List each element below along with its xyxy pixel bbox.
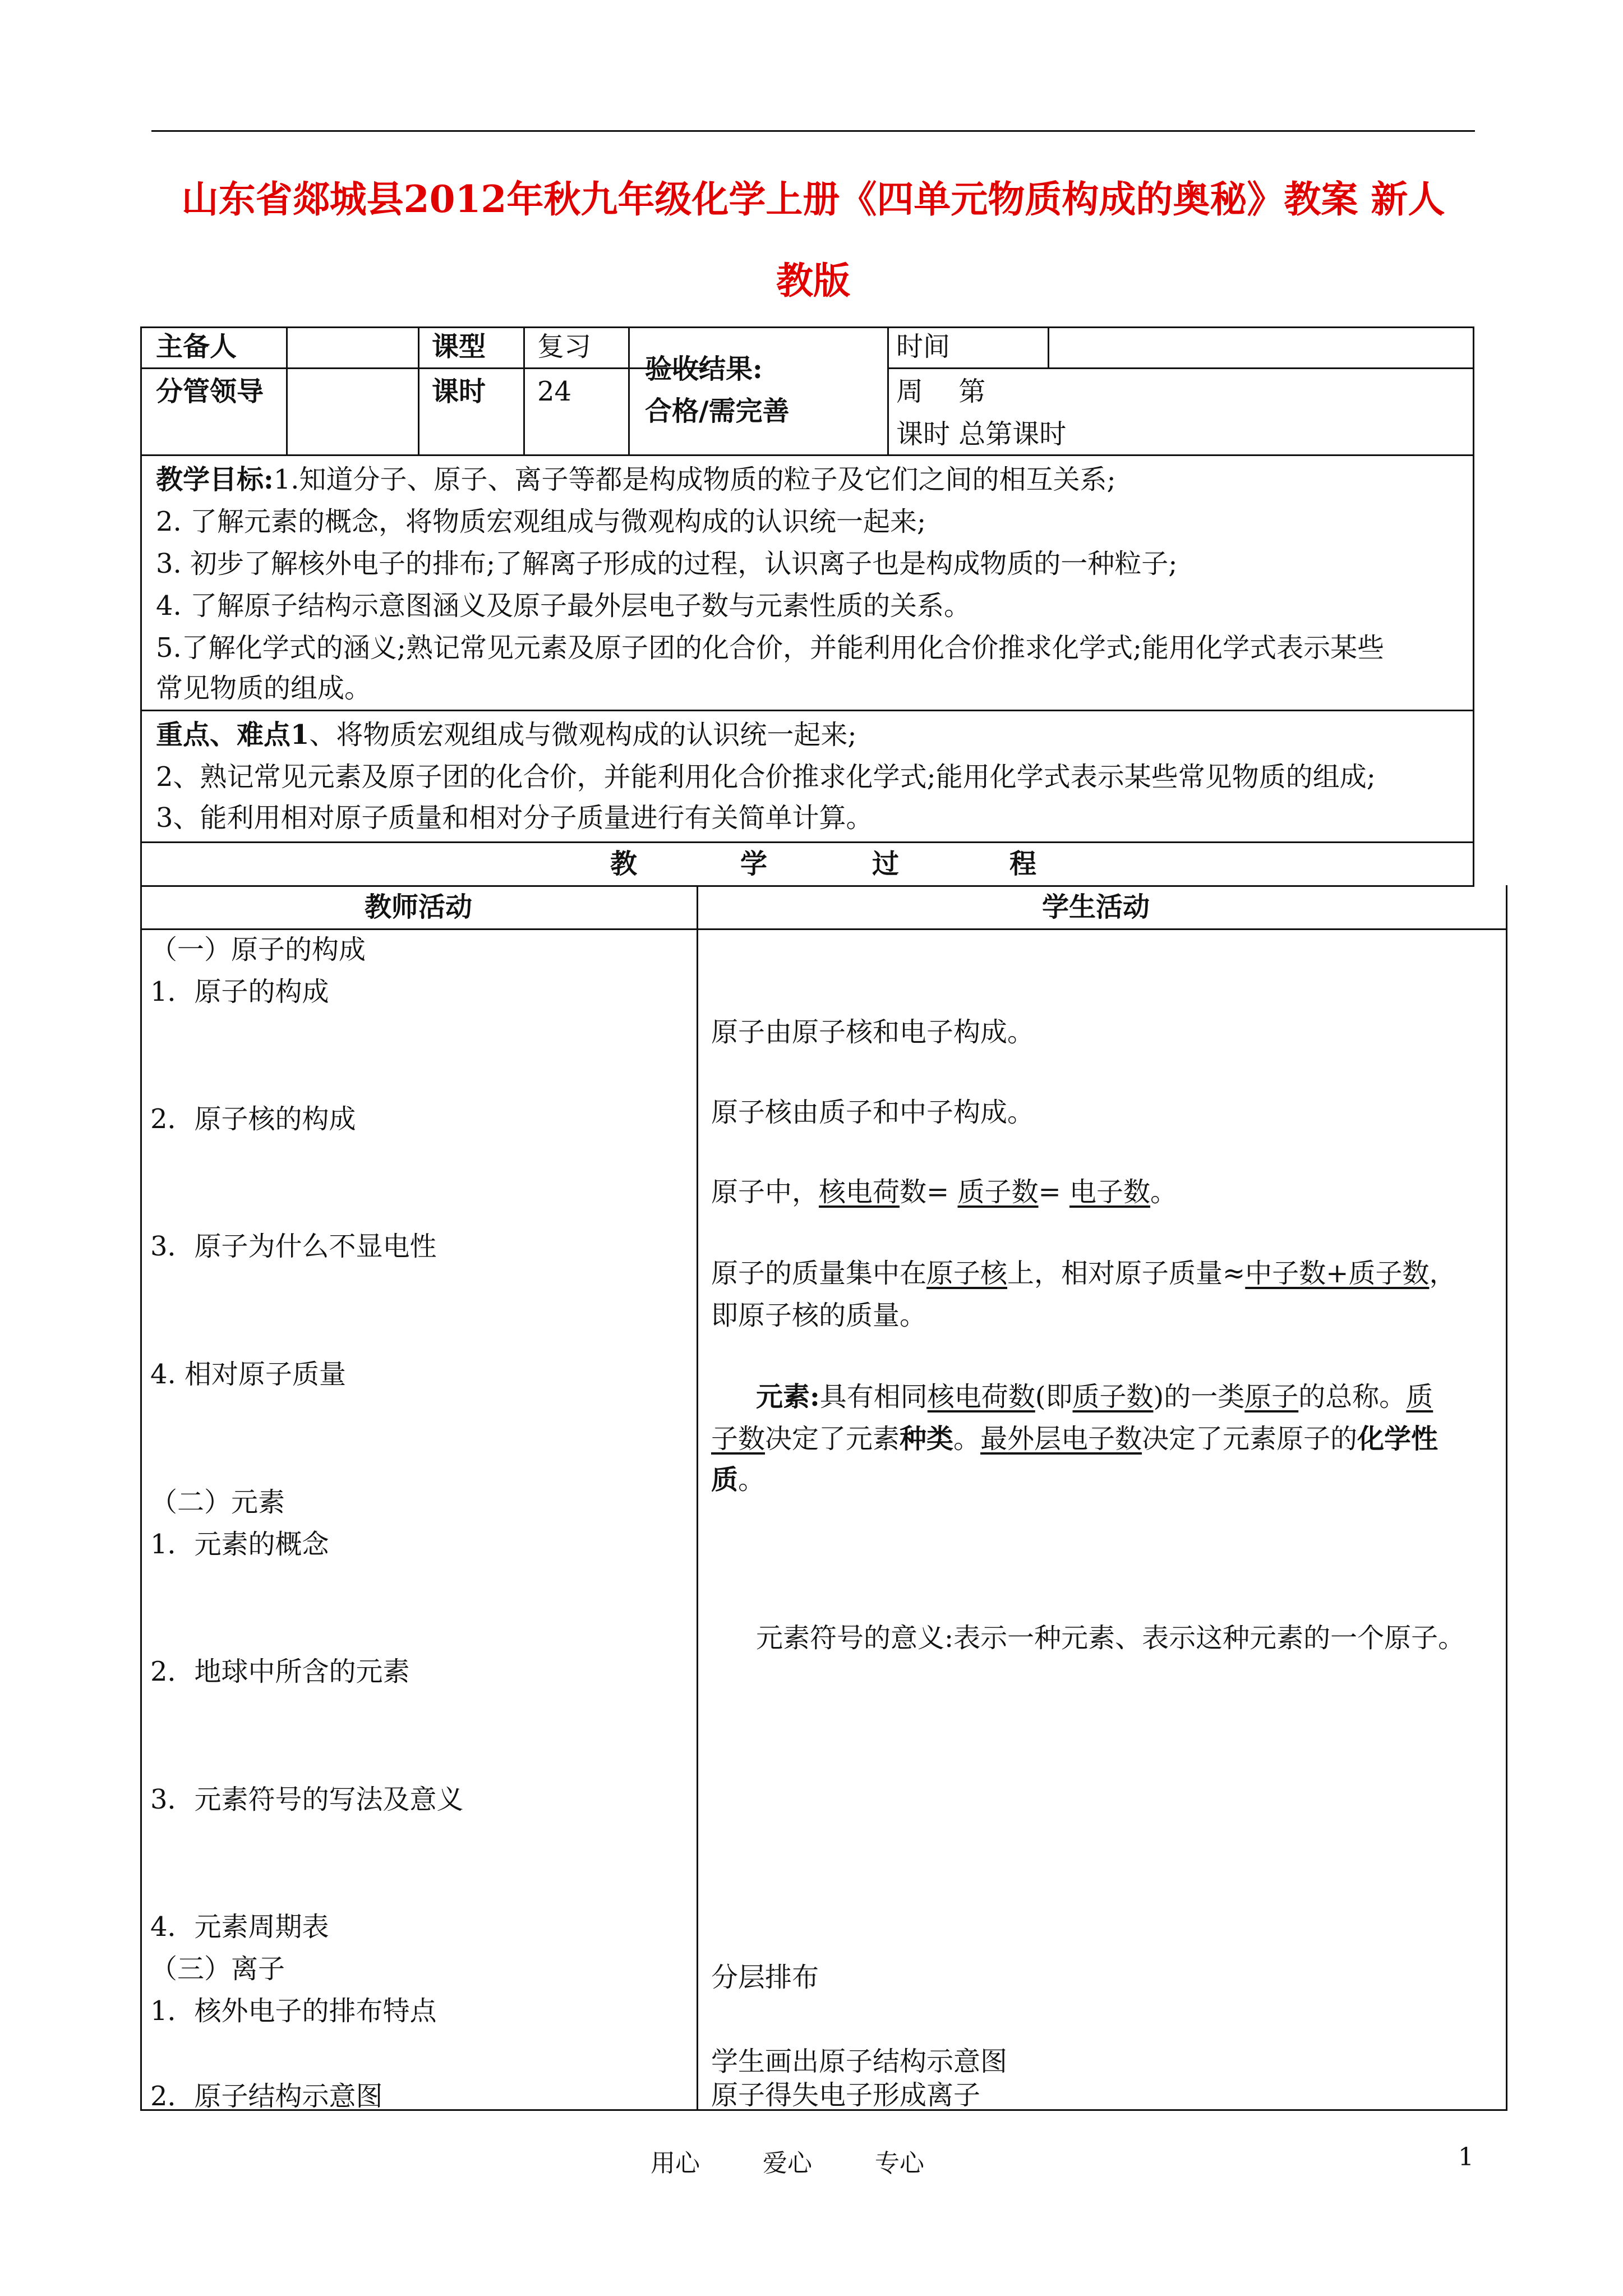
objectives-bottom-border [140,710,1474,711]
table-top-border [140,326,1474,328]
document-title-line2: 教版 [776,259,850,302]
student-answer-6: 元素符号的意义:表示一种元素、表示这种元素的一个原子。 [756,1622,1465,1654]
keypoints-label: 重点、难点1 [156,719,310,751]
teacher-item-2-2: 2．地球中所含的元素 [150,1656,410,1687]
course-type-value: 复习 [537,331,592,362]
time-label: 时间 [896,331,951,362]
keypoint-line-1: 重点、难点1、将物质宏观组成与微观构成的认识统一起来; [156,719,857,751]
col-divider-6 [1048,326,1049,369]
objective-line-4: 4. 了解原子结构示意图涵义及原子最外层电子数与元素性质的关系。 [156,590,971,622]
col-divider-5 [887,326,889,455]
objectives-label: 教学目标: [156,464,274,495]
teacher-item-3-2: 2．原子结构示意图 [150,2081,383,2112]
teacher-activity-header: 教师活动 [365,891,473,923]
col-divider-3 [523,326,525,455]
page-number: 1 [1458,2143,1474,2171]
preparer-label: 主备人 [156,331,237,362]
course-type-label: 课型 [432,331,486,362]
student-answer-2: 原子核由质子和中子构成。 [711,1097,1035,1128]
upper-right-border [1473,326,1474,887]
col-divider-1 [286,326,288,455]
teacher-item-2-4: 4．元素周期表 [150,1911,329,1943]
student-answer-3: 原子中，核电荷数= 质子数= 电子数。 [711,1176,1178,1208]
teacher-section-3: （三）离子 [150,1953,285,1985]
teacher-section-2: （二）元素 [150,1487,285,1518]
col-divider-4 [628,326,630,455]
table-left-border [140,326,142,2111]
objective-line-5: 5.了解化学式的涵义;熟记常见元素及原子团的化合价，并能利用化合价推求化学式;能用化学式表示某些 [156,632,1385,664]
week-text: 周 第 [896,376,986,407]
objective-line-2: 2. 了解元素的概念，将物质宏观组成与微观构成的认识统一起来; [156,506,926,537]
teacher-item-1-1: 1．原子的构成 [150,976,329,1007]
student-activity-header: 学生活动 [1042,891,1150,923]
objective-line-6: 常见物质的组成。 [156,673,372,704]
teacher-item-1-4: 4. 相对原子质量 [150,1359,347,1390]
teacher-item-3-1: 1．核外电子的排布特点 [150,1995,437,2027]
student-answer-4-line2: 即原子核的质量。 [711,1300,927,1331]
supervisor-label: 分管领导 [156,376,264,407]
row-divider-left [140,367,707,369]
activity-header-bottom-border [140,928,1507,930]
process-char-2: 学 [740,848,768,880]
period-total-text: 课时 总第课时 [896,418,1067,450]
time-value: _ [1063,338,1076,369]
keypoints-bottom-border [140,841,1474,843]
col-divider-2 [418,326,419,455]
student-answer-5-line3: 质。 [711,1464,766,1496]
teacher-section-1: （一）原子的构成 [150,934,366,965]
process-char-1: 教 [610,848,638,880]
objective-line-3: 3. 初步了解核外电子的排布;了解离子形成的过程，认识离子也是构成物质的一种粒子; [156,548,1178,579]
acceptance-value: 合格/需完善 [645,395,790,427]
keypoint-line-3: 3、能利用相对原子质量和相对分子质量进行有关简单计算。 [156,802,873,834]
objective-line-1: 教学目标:1.知道分子、原子、离子等都是构成物质的粒子及它们之间的相互关系; [156,464,1116,495]
teacher-item-2-1: 1．元素的概念 [150,1529,329,1560]
student-answer-5-line1: 元素:具有相同核电荷数(即质子数)的一类原子的总称。质 [756,1381,1433,1412]
teacher-item-1-2: 2．原子核的构成 [150,1103,356,1135]
header-rule [151,130,1475,132]
document-title-line1: 山东省郯城县2012年秋九年级化学上册《四单元物质构成的奥秘》教案 新人 [181,177,1445,221]
footer-word-2: 爱心 [763,2149,812,2178]
student-answer-5-line2: 子数决定了元素种类。最外层电子数决定了元素原子的化学性 [711,1423,1438,1455]
process-header-bottom-border [140,885,1474,887]
process-char-3: 过 [872,848,900,880]
footer-word-1: 用心 [651,2149,700,2178]
teacher-item-2-3: 3．元素符号的写法及意义 [150,1784,464,1815]
student-answer-9: 原子得失电子形成离子 [711,2079,981,2111]
acceptance-label: 验收结果: [645,353,763,385]
footer-word-3: 专心 [875,2149,924,2178]
student-answer-4: 原子的质量集中在原子核上，相对原子质量≈中子数+质子数， [711,1258,1456,1289]
lower-right-border [1506,885,1507,2111]
process-char-4: 程 [1009,848,1037,880]
period-label: 课时 [432,376,486,407]
teacher-item-1-3: 3．原子为什么不显电性 [150,1231,437,1262]
student-answer-8: 学生画出原子结构示意图 [711,2046,1008,2077]
period-value: 24 [537,376,572,407]
student-answer-7: 分层排布 [711,1962,819,1993]
row-divider-right [887,367,1474,369]
activity-center-divider [697,885,698,2111]
student-answer-1: 原子由原子核和电子构成。 [711,1016,1035,1048]
keypoint-line-2: 2、熟记常见元素及原子团的化合价，并能利用化合价推求化学式;能用化学式表示某些常见物质的组成; [156,761,1376,793]
info-bottom-border [140,454,1474,456]
